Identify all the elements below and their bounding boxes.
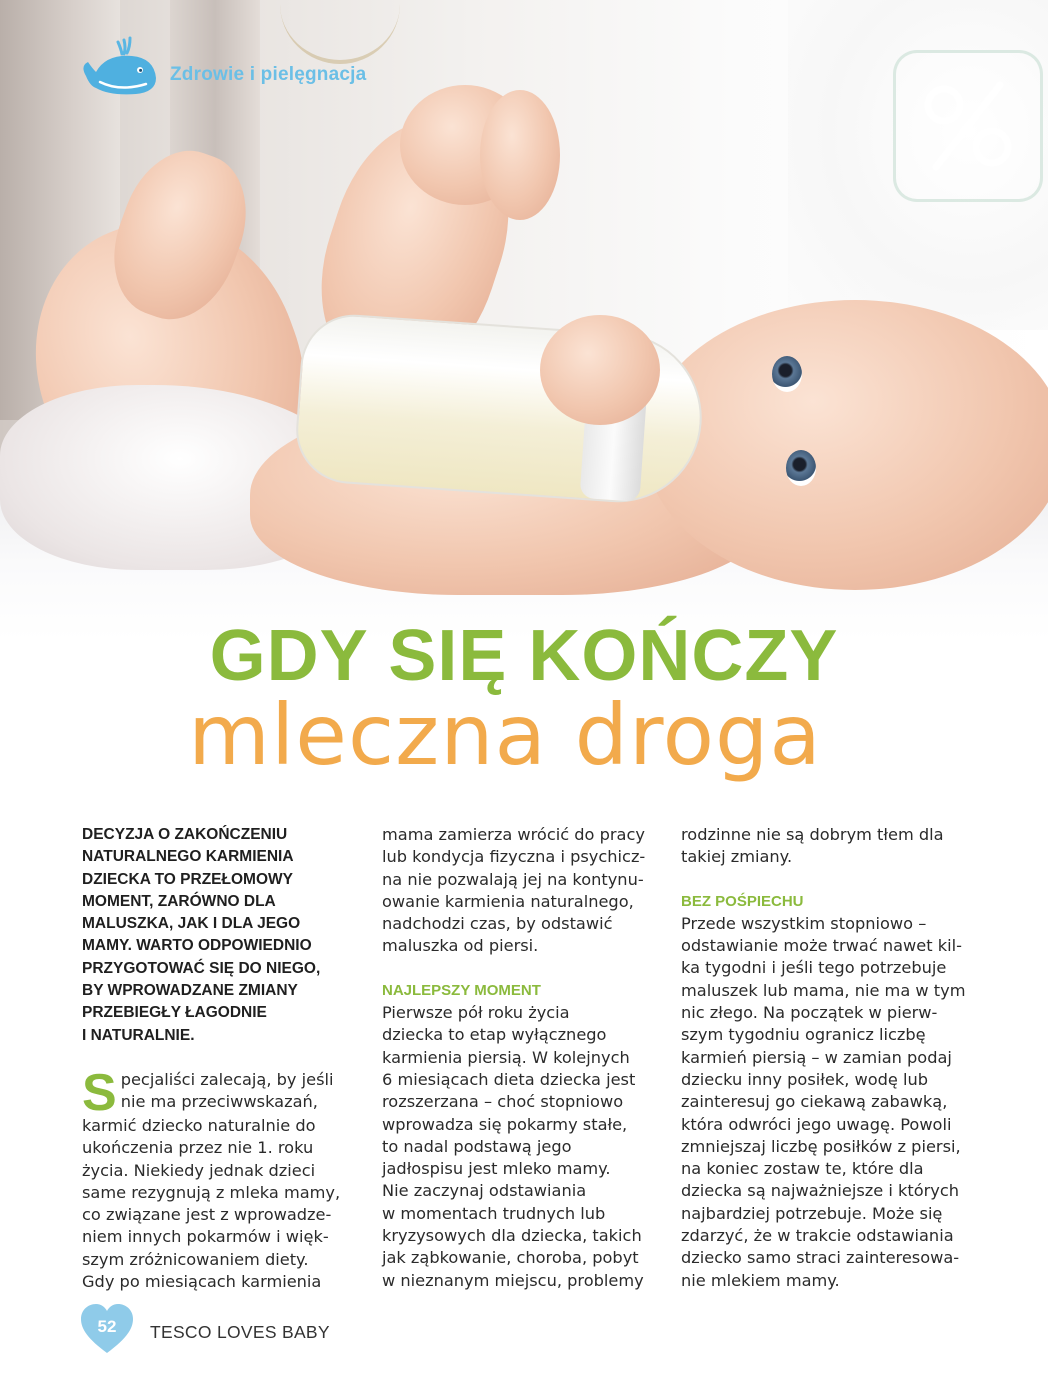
paragraph-text: pecjaliści zalecają, by jeśli nie ma przeciwwskazań, bbox=[120, 1069, 334, 1112]
drop-cap: S bbox=[82, 1063, 117, 1122]
percent-icon bbox=[914, 71, 1022, 179]
paragraph-text: mama zamierza wrócić do pracy lub kondycja fizyczna i psychicz- na nie pozwalają jej na kontynu- owanie karmienia naturalnego, nadchodzi czas, by odstawić maluszka od piersi. bbox=[382, 825, 646, 956]
headline: GDY SIĘ KOŃCZY bbox=[209, 616, 839, 696]
discount-badge bbox=[893, 50, 1043, 202]
baby-head bbox=[645, 300, 1048, 590]
page-number: 52 bbox=[97, 1317, 117, 1336]
paragraph-text: Przede wszystkim stopniowo – odstawianie może trwać nawet kil- ka tygodni i jeśli tego potrzebuje maluszek lub mama, nie ma w tym nic złego. Na początek w pierw- szym tygodniu ogranicz liczbę karmień piersią – w zamian podaj dziecku inny posiłek, wodę lub zainteresuj go ciekawą zabawką, która odwróci jego uwagę. Powoli zmniejszaj liczbę posiłków z piersi, na koniec zostaw te, które dla dziecka są najważniejsze i których najbardziej potrzebuje. Może się zdarzyć, że w trakcie odstawiania dziecko samo straci zainteresowa- nie mlekiem mamy. bbox=[681, 913, 966, 1290]
article-column-1 bbox=[82, 824, 352, 1293]
article-lead: DECYZJA O ZAKOŃCZENIU NATURALNEGO KARMIENIA DZIECKA TO PRZEŁOMOWY MOMENT, ZARÓWNO DLA MALUSZKA, JAK I DLA JEGO MAMY. WARTO ODPOWIEDNIO PRZYGOTOWAĆ SIĘ DO NIEGO, BY WPROWADZANE ZMIANY PRZEBIEGŁY ŁAGODNIE I NATURALNIE. bbox=[82, 826, 321, 1044]
baby-foot-2 bbox=[480, 90, 560, 220]
hero-photo-baby-bottle bbox=[0, 0, 1048, 640]
footer-brand: TESCO LOVES BABY bbox=[150, 1322, 330, 1342]
whale-icon bbox=[80, 36, 160, 96]
paragraph-text-continued: karmić dziecko naturalnie do ukończenia przez nie 1. roku życia. Niekiedy jednak dzieci same rezygnują z mleka mamy, co związane jest z wprowadze- niem innych pokarmów i więk- szym zróżnicowaniem diety. Gdy po miesiącach karmienia bbox=[82, 1115, 341, 1292]
paragraph-text: Pierwsze pół roku życia dziecka to etap wyłącznego karmienia piersią. W kolejnych 6 miesiącach dieta dziecka jest rozszerzana – choć stopniowo wprowadza się pokarmy stałe, to nadal podstawą jego jadłospisu jest mleko mamy. Nie zaczynaj odstawiania w momentach trudnych lub kryzysowych dla dziecka, takich jak ząbkowanie, choroba, pobyt w nieznanym miejscu, problemy bbox=[382, 1003, 644, 1290]
wall-decoration bbox=[280, 0, 400, 64]
headline-script: mleczna droga bbox=[188, 686, 822, 784]
paragraph-text: rodzinne nie są dobrym tłem dla takiej zmiany. bbox=[681, 825, 944, 867]
section-label: Zdrowie i pielęgnacja bbox=[170, 64, 367, 85]
baby-eye-2 bbox=[786, 450, 816, 486]
first-paragraph bbox=[82, 1063, 352, 1122]
baby-hand bbox=[540, 315, 660, 425]
baby-eye bbox=[772, 356, 802, 392]
subheading-best-moment: NAJLEPSZY MOMENT bbox=[382, 981, 541, 999]
article-column-3 bbox=[681, 824, 971, 1292]
subheading-no-rush: BEZ POŚPIECHU bbox=[681, 892, 804, 910]
article-column-2 bbox=[382, 824, 662, 1292]
